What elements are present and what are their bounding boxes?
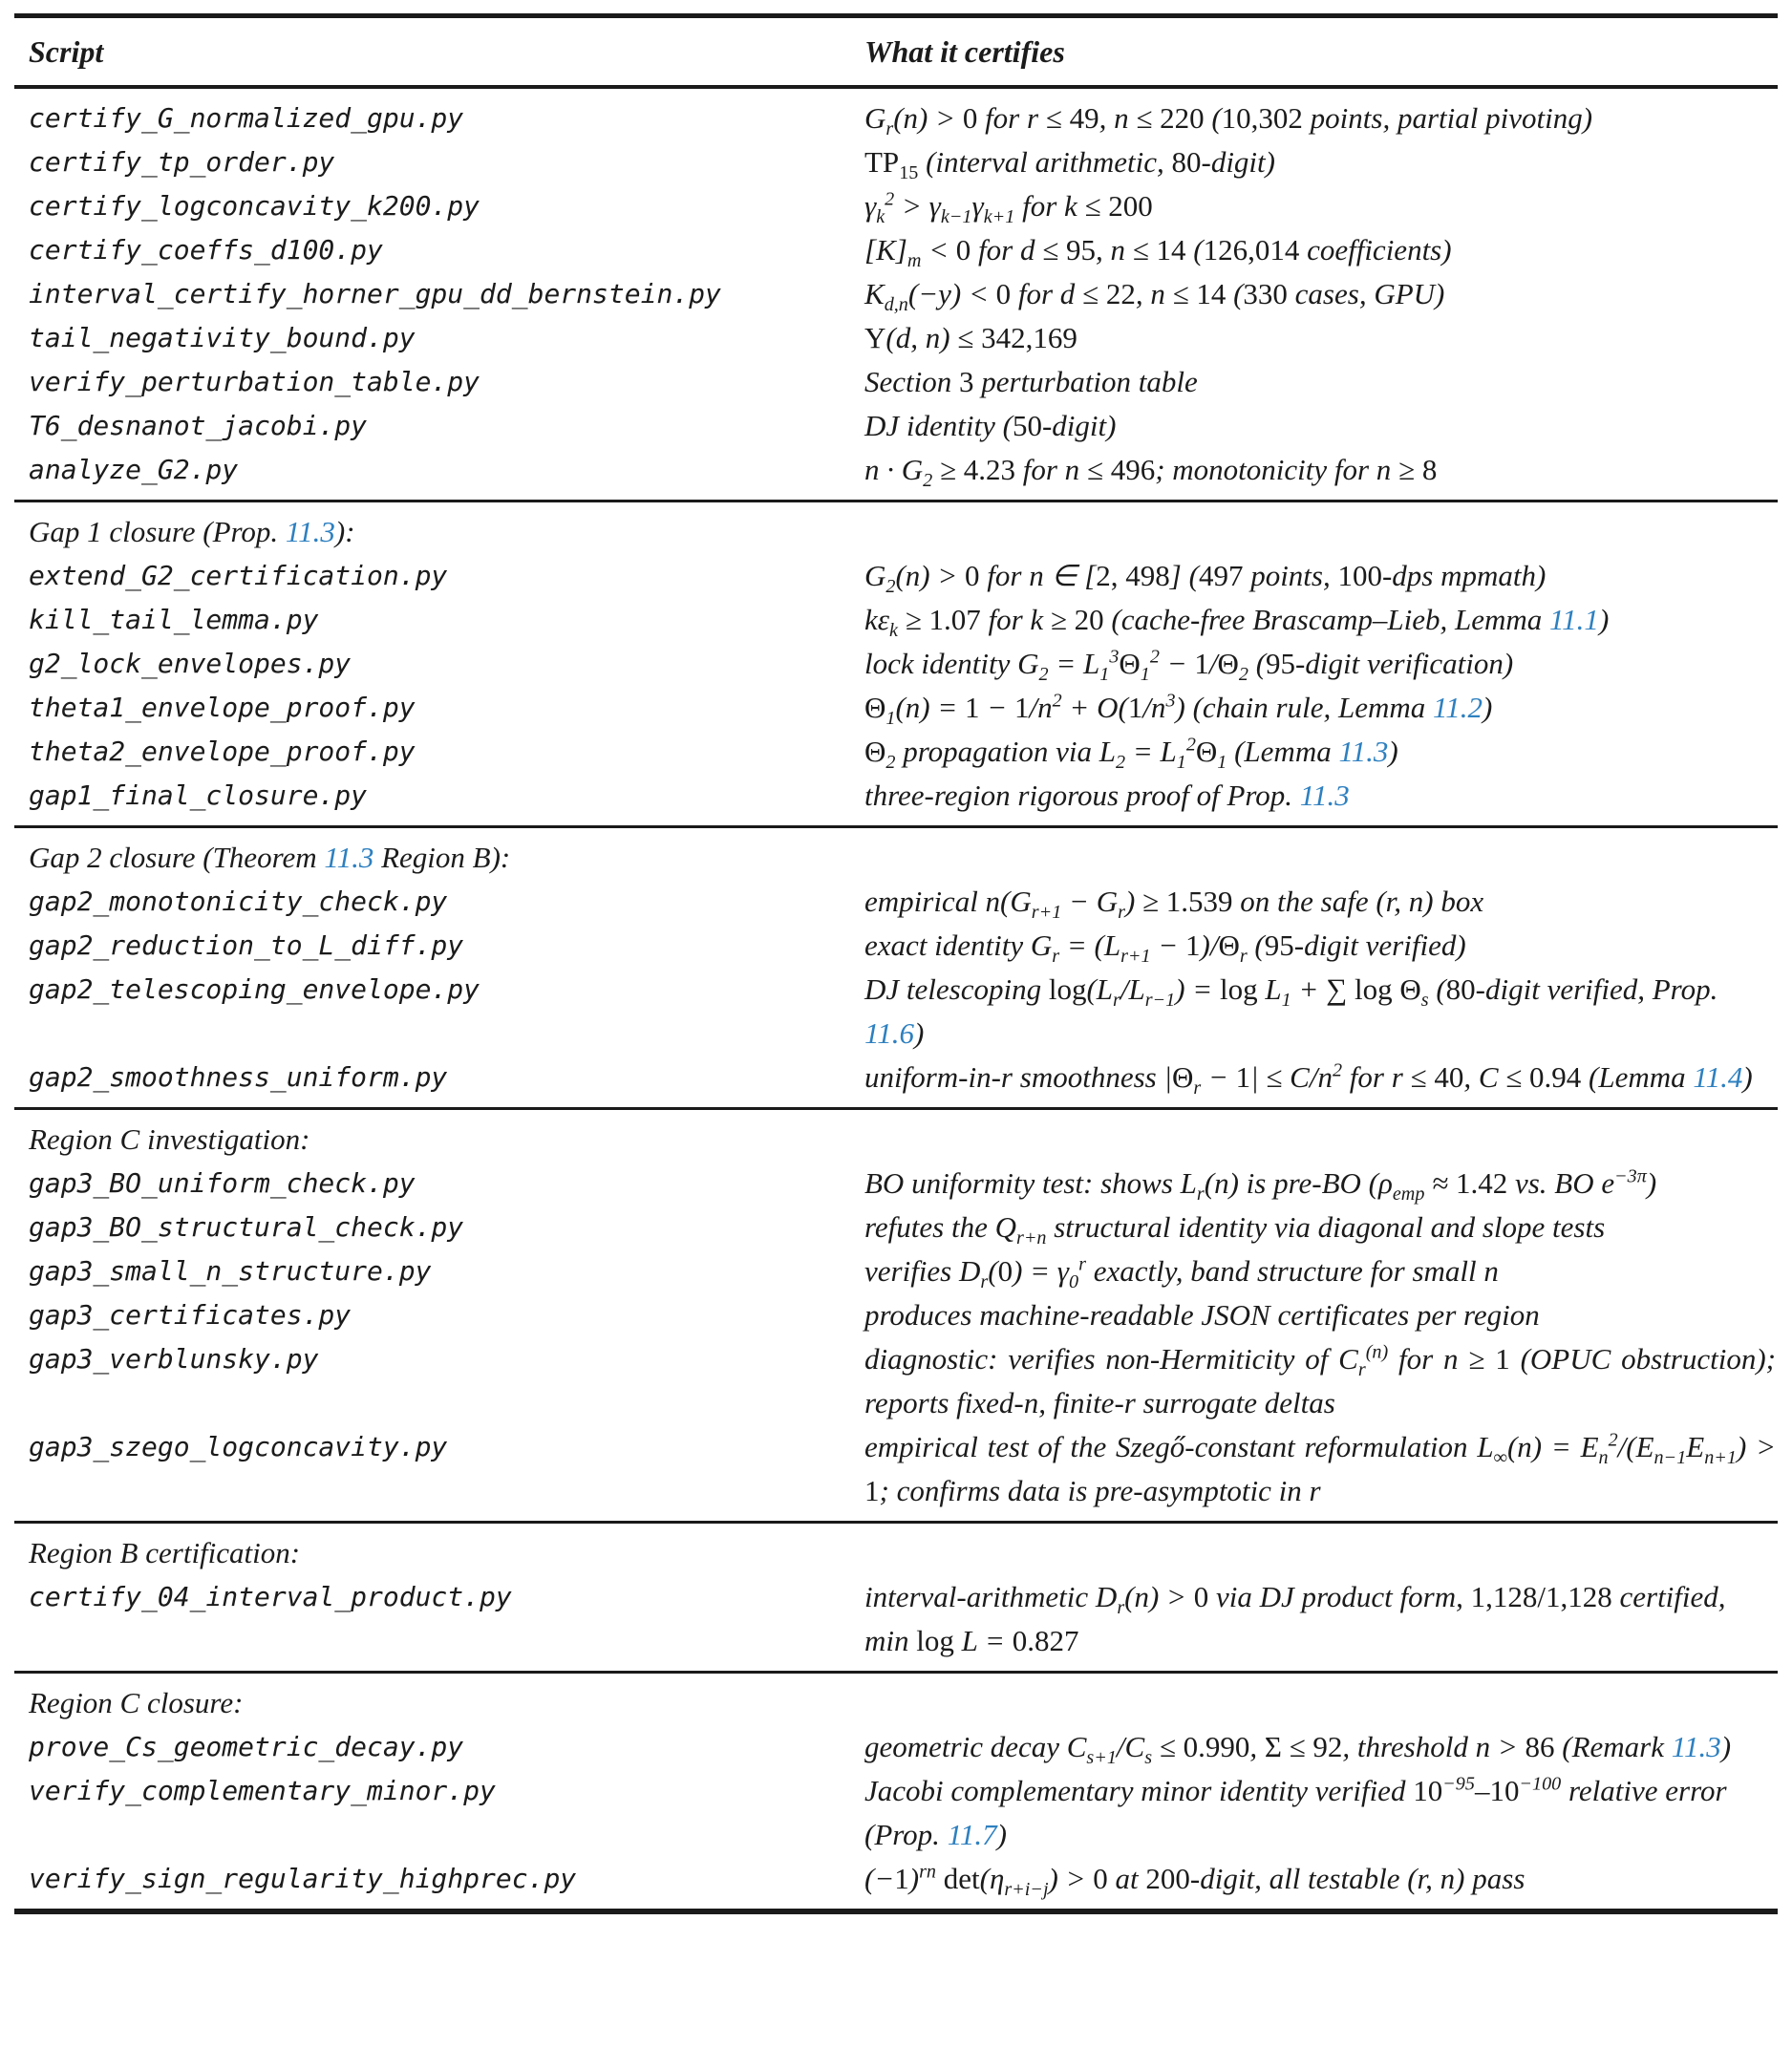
header-script-label: Script: [29, 34, 104, 69]
ref-link[interactable]: 11.3: [324, 841, 374, 874]
table-row: [14, 1575, 1778, 1663]
table-section: [14, 89, 1778, 500]
script-name: extend_G2_certification.py: [29, 560, 448, 591]
ref-link[interactable]: 11.7: [947, 1818, 997, 1851]
table-row: [14, 774, 1778, 818]
certification-text: verifies $D_r(0) = \gamma_0^r$ exactly, band structure for small n: [864, 1253, 1499, 1293]
table-row: [14, 1249, 1778, 1293]
ref-link[interactable]: 11.2: [1433, 691, 1483, 724]
table-row: [14, 448, 1778, 492]
certification-text: diagnostic: verifies non-Hermiticity of $C_r^{(n)}$ for n ≥ 1 (OPUC obstruction); reports fixed-n, finite-r surrogate deltas: [864, 1341, 1776, 1419]
script-name: gap3_small_n_structure.py: [29, 1255, 432, 1287]
certification-text: DJ telescoping $\log(L_r/L_{r-1}) = \log L_1$ + ∑ $\log \Theta_s$ (80-digit verified, Prop. 11.6): [864, 972, 1718, 1050]
table-row: [14, 598, 1778, 642]
script-name: tail_negativity_bound.py: [29, 322, 416, 353]
script-name: theta2_envelope_proof.py: [29, 736, 416, 767]
script-name: analyze_G2.py: [29, 454, 239, 485]
table-section: [14, 502, 1778, 825]
table-row: [14, 96, 1778, 140]
certification-text: uniform-in-r smoothness $|\Theta_r - 1| \le C/n^2$ for r ≤ 40, C ≤ 0.94 (Lemma 11.4): [864, 1059, 1753, 1099]
certification-text: three-region rigorous proof of Prop. 11.3: [864, 779, 1350, 812]
certification-text: empirical test of the Szegő-constant reformulation $L_\infty(n) = E_n^2/(E_{n-1}E_{n+1}) > 1$; confirms data is pre-asymptotic in r: [864, 1429, 1776, 1507]
table-row: [14, 1337, 1778, 1425]
table-section: [14, 828, 1778, 1107]
certification-text: Υ(d, n) ≤ 342,169: [864, 321, 1077, 354]
script-name: certify_logconcavity_k200.py: [29, 190, 480, 222]
table-row: [14, 1056, 1778, 1099]
table-section: [14, 1524, 1778, 1671]
table-body: [14, 89, 1778, 1909]
section-label: Gap 2 closure (Theorem 11.3 Region B):: [29, 841, 511, 874]
table-row: [14, 1206, 1778, 1249]
certification-text: $[K]_m < 0$ for d ≤ 95, n ≤ 14 (126,014 coefficients): [864, 233, 1452, 272]
certification-text: exact identity $G_r = (L_{r+1} - 1)/\Theta_r$ (95-digit verified): [864, 928, 1466, 968]
section-label: Region C closure:: [29, 1686, 244, 1719]
certification-text: lock identity $G_2 = L_1^3\Theta_1^2 - 1/\Theta_2$ (95-digit verification): [864, 646, 1514, 686]
certification-text: $\Theta_2$ propagation via $L_2 = L_1^2\Theta_1$ (Lemma 11.3): [864, 734, 1398, 774]
script-name: verify_complementary_minor.py: [29, 1775, 496, 1806]
script-name: g2_lock_envelopes.py: [29, 648, 352, 679]
script-name: certify_coeffs_d100.py: [29, 234, 383, 266]
certification-text: DJ identity (50-digit): [864, 409, 1117, 442]
script-name: certify_G_normalized_gpu.py: [29, 102, 464, 134]
section-label: Gap 1 closure (Prop. 11.3):: [29, 515, 355, 548]
table-section: [14, 1674, 1778, 1909]
ref-link[interactable]: 11.3: [1671, 1730, 1721, 1763]
script-name: verify_sign_regularity_highprec.py: [29, 1863, 577, 1894]
script-name: certify_04_interval_product.py: [29, 1581, 512, 1612]
certification-text: BO uniformity test: shows $L_r(n)$ is pre-BO ($\rho_{emp} \approx 1.42$ vs. BO $e^{-3\pi}$): [864, 1165, 1657, 1206]
ref-link[interactable]: 11.1: [1548, 603, 1599, 636]
script-name: gap2_smoothness_uniform.py: [29, 1061, 448, 1093]
script-name: gap1_final_closure.py: [29, 779, 368, 811]
table-row: [14, 1725, 1778, 1769]
certification-text: interval-arithmetic $D_r(n) > 0$ via DJ product form, 1,128/1,128 certified, min log L = 0.827: [864, 1580, 1726, 1657]
table-row: [14, 1425, 1778, 1513]
certification-text: $K_{d,n}(-y) < 0$ for d ≤ 22, n ≤ 14 (330 cases, GPU): [864, 277, 1445, 316]
certification-text: $(-1)^{rn}$ $\det(\eta_{r+i-j}) > 0$ at 200-digit, all testable (r, n) pass: [864, 1861, 1525, 1901]
script-name: gap2_reduction_to_L_diff.py: [29, 929, 464, 961]
certification-text: refutes the $Q_{r+n}$ structural identity via diagonal and slope tests: [864, 1210, 1606, 1249]
table-row: [14, 184, 1778, 228]
table-row: [14, 642, 1778, 686]
table-row: [14, 1769, 1778, 1857]
script-name: gap3_szego_logconcavity.py: [29, 1431, 448, 1462]
script-name: gap3_verblunsky.py: [29, 1343, 319, 1375]
script-name: gap3_certificates.py: [29, 1299, 352, 1331]
table-section: [14, 1110, 1778, 1521]
script-name: interval_certify_horner_gpu_dd_bernstein.py: [29, 278, 721, 309]
table-row: [14, 880, 1778, 924]
table-row: [14, 140, 1778, 184]
script-name: prove_Cs_geometric_decay.py: [29, 1731, 464, 1762]
table-row: [14, 272, 1778, 316]
ref-link[interactable]: 11.3: [285, 515, 335, 548]
ref-link[interactable]: 11.4: [1693, 1060, 1743, 1094]
certification-text: $\Theta_1(n) = 1 - 1/n^2 + O(1/n^3)$ (chain rule, Lemma 11.2): [864, 690, 1493, 730]
certification-table: [14, 13, 1778, 1914]
table-row: [14, 1293, 1778, 1337]
certification-text: $k\varepsilon_k \ge 1.07$ for k ≥ 20 (cache-free Brascamp–Lieb, Lemma 11.1): [864, 603, 1610, 642]
certification-text: geometric decay $C_{s+1}/C_s \le 0.990$, Σ ≤ 92, threshold n > 86 (Remark 11.3): [864, 1730, 1732, 1769]
certification-text: produces machine-readable JSON certificates per region: [864, 1298, 1540, 1332]
ref-link[interactable]: 11.3: [1338, 735, 1389, 768]
table-row: [14, 1857, 1778, 1901]
section-label: Region B certification:: [29, 1536, 301, 1569]
table-row: [14, 730, 1778, 774]
certification-text: $n \cdot G_2 \ge 4.23$ for n ≤ 496; monotonicity for n ≥ 8: [864, 453, 1438, 492]
table-bottom-rule: [14, 1909, 1778, 1914]
script-name: T6_desnanot_jacobi.py: [29, 410, 368, 441]
certification-text: $G_r(n) > 0$ for r ≤ 49, n ≤ 220 (10,302 points, partial pivoting): [864, 101, 1593, 140]
certification-text: empirical $n(G_{r+1} - G_r) \ge 1.539$ on the safe (r, n) box: [864, 885, 1484, 924]
certification-text: $\gamma_k^2 > \gamma_{k-1}\gamma_{k+1}$ for k ≤ 200: [864, 188, 1153, 228]
table-row: [14, 360, 1778, 404]
table-row: [14, 686, 1778, 730]
script-name: gap2_telescoping_envelope.py: [29, 973, 480, 1005]
certification-text: $G_2(n) > 0$ for n ∈ [2, 498] (497 points, 100-dps mpmath): [864, 559, 1547, 598]
section-label: Region C investigation:: [29, 1122, 310, 1156]
script-name: gap3_BO_uniform_check.py: [29, 1167, 416, 1199]
ref-link[interactable]: 11.3: [1299, 779, 1350, 812]
table-row: [14, 924, 1778, 968]
certification-text: Section 3 perturbation table: [864, 365, 1198, 398]
table-row: [14, 968, 1778, 1056]
script-name: gap2_monotonicity_check.py: [29, 886, 448, 917]
table-row: [14, 404, 1778, 448]
certification-text: $TP_{15}$ (interval arithmetic, 80-digit): [864, 145, 1275, 184]
ref-link[interactable]: 11.6: [864, 1016, 914, 1050]
table-row: [14, 554, 1778, 598]
table-row: [14, 316, 1778, 360]
script-name: kill_tail_lemma.py: [29, 604, 319, 635]
script-name: verify_perturbation_table.py: [29, 366, 480, 397]
script-name: theta1_envelope_proof.py: [29, 692, 416, 723]
script-name: gap3_BO_structural_check.py: [29, 1211, 464, 1243]
table-row: [14, 1162, 1778, 1206]
table-row: [14, 228, 1778, 272]
header-certifies-label: What it certifies: [864, 34, 1065, 69]
certification-text: Jacobi complementary minor identity verified $10^{-95}-10^{-100}$ relative error (Prop. 11.7): [864, 1773, 1727, 1851]
table-header: [14, 18, 1778, 85]
script-name: certify_tp_order.py: [29, 146, 335, 178]
